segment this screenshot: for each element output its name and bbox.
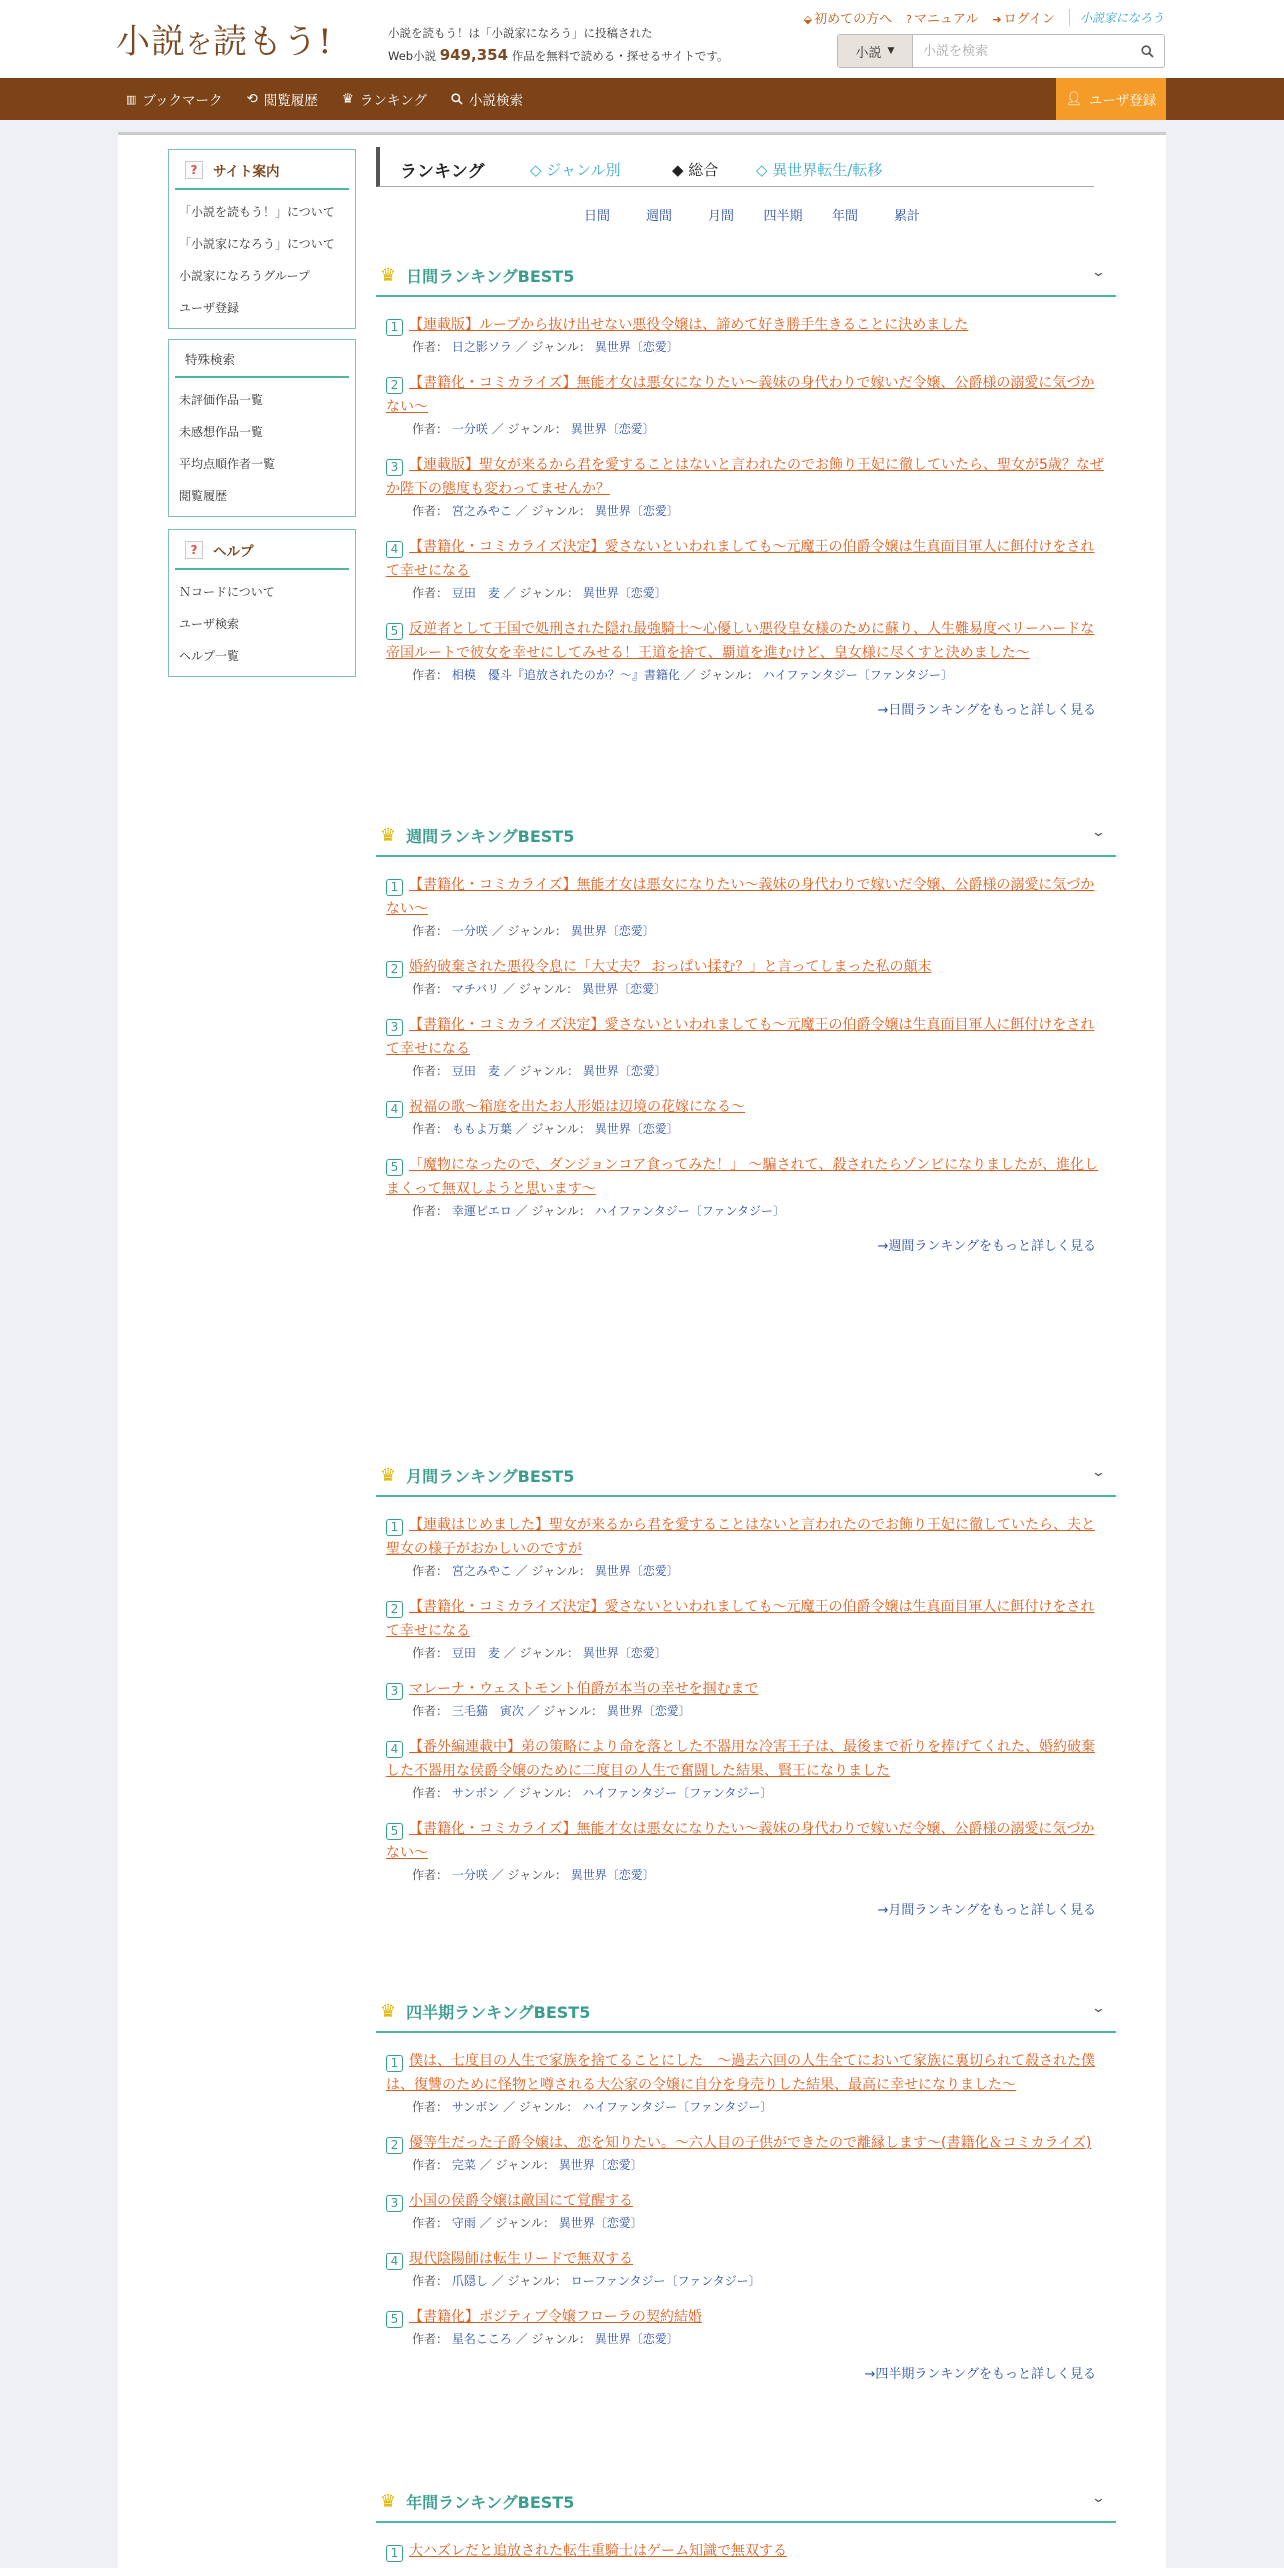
chevron-down-icon[interactable]: ⌄ [1090,825,1107,840]
author-label: 作者： [412,504,449,518]
genre-link[interactable]: ハイファンタジー〔ファンタジー〕 [762,668,953,682]
novel-title-link[interactable]: 【書籍化・コミカライズ】無能才女は悪女になりたい～義妹の身代わりで嫁いだ令嬢、公爵様の溺愛に気づかない～ [386,877,1095,917]
author-link[interactable]: 星名こころ [451,2332,512,2346]
genre-link[interactable]: ハイファンタジー〔ファンタジー〕 [594,1204,785,1218]
rank-badge: 4 [386,1741,403,1758]
chevron-down-icon[interactable]: ⌄ [1090,2001,1107,2016]
top-links [804,8,1164,27]
author-link[interactable]: 日之影ソラ [451,340,512,354]
author-link[interactable]: 豆田 麦 [451,586,500,600]
nav-history[interactable]: ⟲ 閲覧履歴 [246,91,318,109]
genre-label: ／ ジャンル： [479,2158,555,2172]
ranking-entry [386,2539,1104,2563]
tagline-suffix: 作品を無料で読める・探せるサイトです。 [511,49,729,63]
genre-link[interactable]: 異世界〔恋愛〕 [582,586,667,600]
section-title: 年間ランキングBEST5 [406,2492,575,2512]
novel-title-link[interactable]: 【番外編連載中】弟の策略により命を落とした不器用な冷害王子は、最後まで祈りを捧げてくれた、婚約破棄した不器用な侯爵令嬢のために二度目の人生で奮闘した結果、賢王になりました [386,1739,1095,1779]
page-container [118,132,1166,2568]
beginner-link[interactable]: ⬙ 初めての方へ [803,12,893,27]
author-link[interactable]: 宮之みやこ [451,504,512,518]
section-header[interactable] [376,2481,1116,2523]
entry-meta [386,665,1104,685]
entry-meta [386,1865,1104,1885]
genre-label: ／ ジャンル： [491,2274,567,2288]
login-icon: ➜ [992,13,1002,26]
ranking-entry [386,1735,1104,1803]
author-label: 作者： [412,1646,449,1660]
genre-label: ／ ジャンル： [515,1564,591,1578]
author-label: 作者： [412,668,449,682]
ranking-entry [386,1513,1104,1581]
period-links [566,205,938,224]
rank-badge: 1 [386,2545,403,2562]
novel-title-link[interactable]: 【書籍化・コミカライズ決定】愛さないといわれましても～元魔王の伯爵令嬢は生真面目軍人に餌付けをされて幸せになる [386,1017,1095,1057]
author-link[interactable]: 豆田 麦 [451,1646,500,1660]
tab-overall[interactable]: ◆ 総合 [672,161,719,179]
crown-icon: ♛ [380,2000,397,2022]
ranking-entry [386,2305,1104,2349]
rank-badge: 2 [386,1601,403,1618]
genre-label: ／ ジャンル： [515,1204,591,1218]
period-quarterly[interactable]: 四半期 [763,209,803,224]
section-title: 日間ランキングBEST5 [406,266,575,286]
section-header[interactable] [376,255,1116,297]
genre-link[interactable]: ハイファンタジー〔ファンタジー〕 [582,2100,773,2114]
rank-badge: 3 [386,1683,403,1700]
genre-link[interactable]: 異世界〔恋愛〕 [594,1564,679,1578]
search-input[interactable] [913,35,1130,67]
genre-label: ／ ジャンル： [515,1122,591,1136]
rank-badge: 5 [386,1823,403,1840]
tab-isekai[interactable]: ◇ 異世界転生/転移 [756,161,883,179]
user-icon: 👤︎ [1065,91,1083,107]
ranking-entry [386,2131,1104,2175]
rank-badge: 3 [386,1019,403,1036]
novel-title-link[interactable]: 祝福の歌～箱庭を出たお人形姫は辺境の花嫁になる～ [409,1099,745,1115]
novel-title-link[interactable]: 婚約破棄された悪役令息に「大丈夫？ おっぱい揉む？」と言ってしまった私の顛末 [409,959,932,975]
weekly-ranking-section [376,815,1116,1254]
period-monthly[interactable]: 月間 [707,209,734,224]
rank-badge: 4 [386,1101,403,1118]
entry-meta [386,2097,1104,2117]
entry-meta [386,337,1104,357]
ranking-entry [386,2247,1104,2291]
genre-label: ／ ジャンル： [503,1064,579,1078]
tagline-prefix: Web小説 [388,49,437,63]
genre-label: ／ ジャンル： [515,2332,591,2346]
history-icon: ⟲ [246,91,258,107]
entry-meta [386,501,1104,521]
rank-badge: 5 [386,2311,403,2328]
sidebar-item-unrated[interactable]: 未評価作品一覧 [179,393,264,407]
author-link[interactable]: サンボン [451,1786,500,1800]
author-label: 作者： [412,1868,449,1882]
nav-search[interactable]: 小説検索 [451,89,523,109]
period-yearly[interactable]: 年間 [831,209,858,224]
manual-link[interactable]: ? マニュアル [906,12,979,27]
entry-meta [386,1201,1104,1221]
novel-title-link[interactable]: 【連載版】ループから抜け出せない悪役令嬢は、諦めて好き勝手生きることに決めました [409,317,969,333]
entry-meta [386,2155,1104,2175]
author-label: 作者： [412,2100,449,2114]
period-weekly[interactable]: 週間 [645,209,672,224]
section-title: 週間ランキングBEST5 [406,826,575,846]
author-link[interactable]: 相模 優斗『追放されたのか？〜』書籍化 [451,668,680,682]
entry-meta [386,419,1104,439]
login-link[interactable]: ➜ ログイン [992,12,1055,27]
rank-badge: 4 [386,541,403,558]
see-more-link[interactable]: →週間ランキングをもっと詳しく見る [877,1239,1096,1254]
genre-link[interactable]: 異世界〔恋愛〕 [570,1868,655,1882]
sidebar-item-history[interactable]: 閲覧履歴 [179,489,228,503]
section-header[interactable] [376,815,1116,857]
genre-label: ／ ジャンル： [491,1868,567,1882]
search-button[interactable] [1130,35,1164,67]
crown-icon: ♛ [380,2490,397,2512]
ranking-entry [386,1595,1104,1663]
period-total[interactable]: 累計 [893,209,920,224]
monthly-ranking-section [376,1455,1116,1918]
author-link[interactable]: 三毛猫 寅次 [451,1704,524,1718]
yearly-ranking-section [376,2481,1116,2568]
author-label: 作者： [412,2274,449,2288]
search-icon [451,93,463,105]
novel-title-link[interactable]: 【連載はじめました】聖女が来るから君を愛することはないと言われたのでお飾り王妃に徹していたら、夫と聖女の様子がおかしいのですが [386,1517,1095,1557]
genre-label: ／ ジャンル： [479,2216,555,2230]
sidebar-help [168,529,356,677]
genre-link[interactable]: 異世界〔恋愛〕 [582,1646,667,1660]
site-tagline [388,22,729,67]
author-label: 作者： [412,422,449,436]
nav-ranking[interactable]: ♛ ランキング [341,91,427,109]
main-nav [0,78,1284,120]
rank-badge: 2 [386,961,403,978]
author-label: 作者： [412,1064,449,1078]
author-link[interactable]: 豆田 麦 [451,1064,500,1078]
crown-icon: ♛ [380,824,397,846]
see-more-link[interactable]: →月間ランキングをもっと詳しく見る [877,1903,1096,1918]
genre-label: ／ ジャンル： [503,2100,579,2114]
author-link[interactable]: ももよ万葉 [451,1122,512,1136]
beginner-mark-icon: ⬙ [803,13,813,26]
tagline-line1: 小説を読もう！は「小説家になろう」に投稿された [388,26,653,40]
sidebar-item-no-review[interactable]: 未感想作品一覧 [179,425,264,439]
quarterly-ranking-section [376,1991,1116,2382]
nav-bookmark[interactable]: ▥ ブックマーク [126,92,223,109]
entry-meta [386,1643,1104,1663]
rank-badge: 1 [386,1519,403,1536]
author-label: 作者： [412,1786,449,1800]
novel-title-link[interactable]: 【書籍化・コミカライズ】無能才女は悪女になりたい～義妹の身代わりで嫁いだ令嬢、公爵様の溺愛に気づかない～ [386,1821,1095,1861]
sidebar-site-guide [168,149,356,329]
ranking-entry [386,453,1104,521]
user-register-button[interactable]: 👤︎ ユーザ登録 [1056,78,1166,120]
author-label: 作者： [412,2216,449,2230]
section-title: 四半期ランキングBEST5 [406,2002,591,2022]
author-label: 作者： [412,586,449,600]
author-link[interactable]: マチバリ [451,982,500,996]
entry-meta [386,583,1104,603]
ranking-tabs [376,147,1094,187]
special-search-title: 特殊検索 [175,340,349,378]
novel-title-link[interactable]: 小国の侯爵令嬢は敵国にて覚醒する [409,2193,633,2209]
author-label: 作者： [412,1564,449,1578]
rank-badge: 3 [386,459,403,476]
entry-meta [386,2329,1104,2349]
ranking-entry [386,2049,1104,2117]
genre-link[interactable]: 異世界〔恋愛〕 [558,2216,643,2230]
sidebar-item-avg-authors[interactable]: 平均点順作者一覧 [179,457,276,471]
site-logo[interactable]: 小説を読もう! [116,22,333,62]
novel-title-link[interactable]: 【連載版】聖女が来るから君を愛することはないと言われたのでお飾り王妃に徹していたら、聖女が5歳？なぜか陛下の態度も変わってませんか？ [386,457,1104,497]
genre-link[interactable]: 異世界〔恋愛〕 [570,924,655,938]
author-label: 作者： [412,924,449,938]
help-icon: ? [185,541,203,559]
sidebar-item-help-list[interactable]: ヘルプ一覧 [179,649,240,663]
rank-badge: 4 [386,2253,403,2270]
novel-title-link[interactable]: 現代陰陽師は転生リードで無双する [409,2251,633,2267]
author-link[interactable]: 爪隠し [451,2274,488,2288]
rank-badge: 3 [386,2195,403,2212]
sidebar-item-ncode[interactable]: Ｎコードについて [179,585,275,599]
section-header[interactable] [376,1455,1116,1497]
genre-label: ／ ジャンル： [502,982,579,996]
crown-icon: ♛ [380,264,397,286]
site-header [0,0,1284,78]
author-link[interactable]: サンボン [451,2100,500,2114]
genre-link[interactable]: 異世界〔恋愛〕 [606,1704,691,1718]
question-icon: ? [906,13,912,26]
author-link[interactable]: 守雨 [451,2216,476,2230]
genre-link[interactable]: 異世界〔恋愛〕 [594,340,679,354]
entry-meta [386,1701,1104,1721]
sidebar-item-about-narou[interactable]: 「小説家になろう」について [179,237,335,251]
tab-genre[interactable]: ◇ ジャンル別 [530,161,621,179]
rank-badge: 5 [386,1159,403,1176]
novel-title-link[interactable]: 優等生だった子爵令嬢は、恋を知りたい。～六人目の子供ができたので離縁します～(書籍化＆コミカライズ) [409,2135,1092,2151]
rank-badge: 1 [386,2055,403,2072]
rank-badge: 2 [386,2137,403,2154]
ranking-entry [386,1677,1104,1721]
genre-label: ／ ジャンル： [503,586,579,600]
author-label: 作者： [412,1204,449,1218]
genre-link[interactable]: ハイファンタジー〔ファンタジー〕 [582,1786,773,1800]
genre-link[interactable]: ローファンタジー〔ファンタジー〕 [570,2274,761,2288]
entry-meta [386,1561,1104,1581]
author-label: 作者： [412,982,449,996]
ranking-entry [386,617,1104,685]
ranking-entry [386,873,1104,941]
novel-title-link[interactable]: 僕は、七度目の人生で家族を捨てることにした ～過去六回の人生全てにおいて家族に裏切られて殺された僕は、復讐のために怪物と噂される大公家の令嬢に自分を身売りした結果、最高に幸せになりました～ [386,2053,1095,2093]
sidebar-item-about-yomou[interactable]: 「小説を読もう！」について [179,205,335,219]
crown-icon: ♛ [341,91,354,107]
ranking-entry [386,2189,1104,2233]
ranking-entry [386,1153,1104,1221]
search-box [837,34,1165,68]
daily-ranking-section [376,255,1116,718]
entry-meta [386,1119,1104,1139]
search-icon [1141,45,1154,58]
genre-label: ／ ジャンル： [491,924,567,938]
chevron-down-icon: ▼ [887,46,895,56]
sidebar-item-user-register[interactable]: ユーザ登録 [179,301,240,315]
novel-title-link[interactable]: 【書籍化・コミカライズ決定】愛さないといわれましても～元魔王の伯爵令嬢は生真面目軍人に餌付けをされて幸せになる [386,1599,1095,1639]
genre-link[interactable]: 異世界〔恋愛〕 [582,982,667,996]
novel-title-link[interactable]: 【書籍化・コミカライズ】無能才女は悪女になりたい～義妹の身代わりで嫁いだ令嬢、公爵様の溺愛に気づかない～ [386,375,1095,415]
chevron-down-icon[interactable]: ⌄ [1090,2491,1107,2506]
entry-meta [386,979,1104,999]
search-type-select[interactable]: 小説 ▼ [838,35,913,67]
genre-label: ／ ジャンル： [527,1704,603,1718]
rank-badge: 1 [386,319,403,336]
genre-label: ／ ジャンル： [491,422,567,436]
sidebar-special-search [168,339,356,517]
genre-link[interactable]: 異世界〔恋愛〕 [570,422,655,436]
author-label: 作者： [412,1122,449,1136]
author-label: 作者： [412,1704,449,1718]
entry-meta [386,2213,1104,2233]
rank-badge: 1 [386,879,403,896]
entry-meta [386,1783,1104,1803]
section-header[interactable] [376,1991,1116,2033]
author-link[interactable]: 宮之みやこ [451,1564,512,1578]
ranking-entry [386,313,1104,357]
work-count: 949,354 [439,46,509,64]
bookmark-icon: ▥ [126,92,137,106]
site-guide-title: サイト案内 [213,164,280,180]
genre-label: ／ ジャンル： [683,668,759,682]
entry-meta [386,1061,1104,1081]
novel-title-link[interactable]: 【書籍化・コミカライズ決定】愛さないといわれましても～元魔王の伯爵令嬢は生真面目軍人に餌付けをされて幸せになる [386,539,1095,579]
rank-badge: 2 [386,377,403,394]
sidebar-item-narou-group[interactable]: 小説家になろうグループ [179,269,311,283]
genre-label: ／ ジャンル： [515,340,591,354]
genre-label: ／ ジャンル： [503,1786,579,1800]
help-title: ヘルプ [213,544,254,560]
author-link[interactable]: 幸運ピエロ [451,1204,512,1218]
novel-title-link[interactable]: マレーナ・ウェストモント伯爵が本当の幸せを掴むまで [409,1681,759,1697]
crown-icon: ♛ [380,1464,397,1486]
ranking-entry [386,1013,1104,1081]
entry-meta [386,2271,1104,2291]
genre-link[interactable]: 異世界〔恋愛〕 [558,2158,643,2172]
genre-link[interactable]: 異世界〔恋愛〕 [594,504,679,518]
author-label: 作者： [412,2158,449,2172]
novel-title-link[interactable]: 【書籍化】ポジティブ令嬢フローラの契約結婚 [409,2309,702,2325]
entry-meta [386,921,1104,941]
genre-label: ／ ジャンル： [503,1646,579,1660]
chevron-down-icon[interactable]: ⌄ [1090,265,1107,280]
author-label: 作者： [412,340,449,354]
ranking-entry [386,955,1104,999]
ranking-entry [386,371,1104,439]
period-daily[interactable]: 日間 [583,209,610,224]
novel-title-link[interactable]: 反逆者として王国で処刑された隠れ最強騎士〜心優しい悪役皇女様のために蘇り、人生難易度ベリーハードな帝国ルートで彼女を幸せにしてみせる！王道を捨て、覇道を進むけど、皇女様に尽くすと決めました〜 [386,621,1095,661]
genre-link[interactable]: 異世界〔恋愛〕 [594,2332,679,2346]
genre-label: ／ ジャンル： [515,504,591,518]
ranking-entry [386,1817,1104,1885]
author-link[interactable]: 完菜 [451,2158,476,2172]
chevron-down-icon[interactable]: ⌄ [1090,1465,1107,1480]
sidebar-item-user-search[interactable]: ユーザ検索 [179,617,240,631]
author-label: 作者： [412,2332,449,2346]
help-icon: ? [185,161,203,179]
ranking-entry [386,1095,1104,1139]
section-title: 月間ランキングBEST5 [406,1466,575,1486]
see-more-link[interactable]: →日間ランキングをもっと詳しく見る [877,703,1096,718]
rank-badge: 5 [386,623,403,640]
novel-title-link[interactable]: 大ハズレだと追放された転生重騎士はゲーム知識で無双する [409,2543,787,2559]
see-more-link[interactable]: →四半期ランキングをもっと詳しく見る [864,2367,1096,2382]
genre-link[interactable]: 異世界〔恋愛〕 [594,1122,679,1136]
author-link[interactable]: 一分咲 [451,924,488,938]
ranking-entry [386,535,1104,603]
ranking-title: ランキング [400,162,485,182]
author-link[interactable]: 一分咲 [451,1868,488,1882]
novel-title-link[interactable]: 「魔物になったので、ダンジョンコア食ってみた！」 ～騙されて、殺されたらゾンビになりましたが、進化しまくって無双しようと思います～ [386,1157,1099,1197]
partner-logo[interactable]: 小説家になろう [1069,9,1164,26]
genre-link[interactable]: 異世界〔恋愛〕 [582,1064,667,1078]
author-link[interactable]: 一分咲 [451,422,488,436]
